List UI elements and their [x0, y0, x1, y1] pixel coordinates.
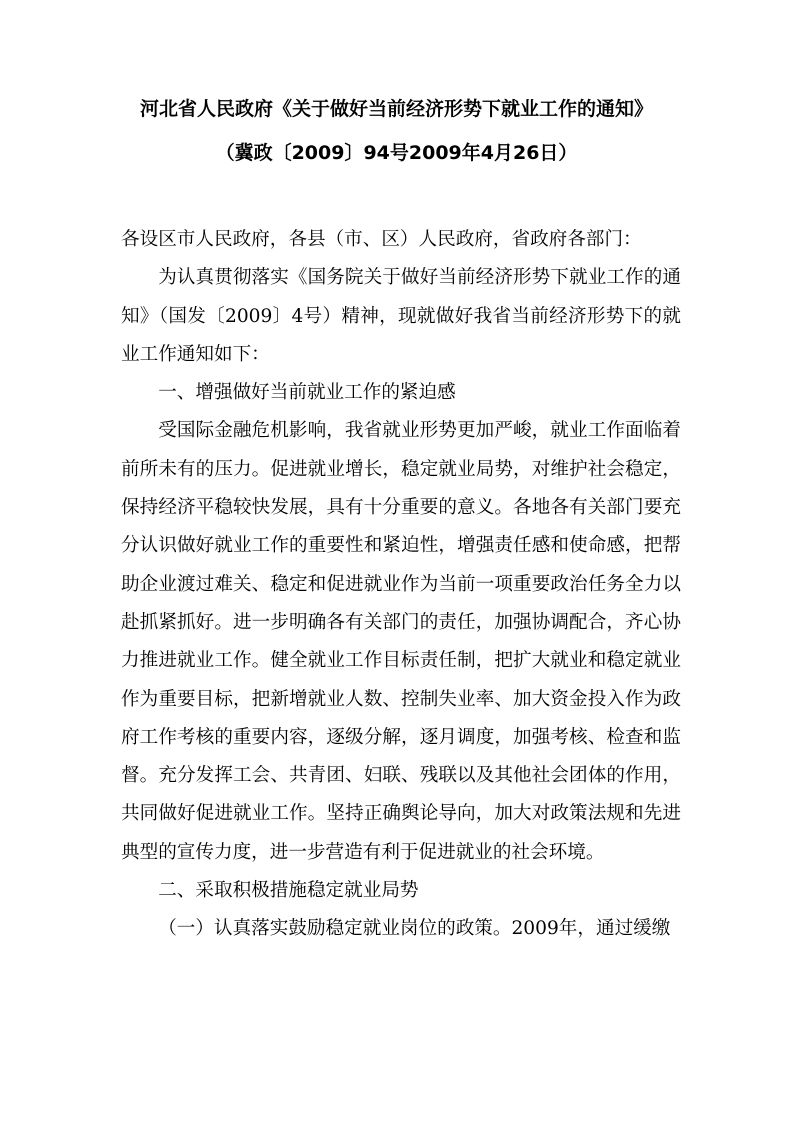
salutation: 各设区市人民政府，各县（市、区）人民政府，省政府各部门： [121, 229, 642, 250]
intro-paragraph: 为认真贯彻落实《国务院关于做好当前经济形势下就业工作的通知》（国发〔2009〕4号）精神，现就做好我省当前经济形势下的就业工作通知如下： [121, 267, 681, 365]
section-1-paragraph: 受国际金融危机影响，我省就业形势更加严峻，就业工作面临着前所未有的压力。促进就业增长，稳定就业局势，对维护社会稳定，保持经济平稳较快发展，具有十分重要的意义。各地各有关部门要充分认识做好就业工作的重要性和紧迫性，增强责任感和使命感，把帮助企业渡过难关、稳定和促进就业作为当前一项重要政治任务全力以赴抓紧抓好。进一步明确各有关部门的责任，加强协调配合，齐心协力推进就业工作。健全就业工作目标责任制，把扩大就业和稳定就业作为重要目标，把新增就业人数、控制失业率、加大资金投入作为政府工作考核的重要内容，逐级分解，逐月调度，加强考核、检查和监督。充分发挥工会、共青团、妇联、残联以及其他社会团体的作用，共同做好促进就业工作。坚持正确舆论导向，加大对政策法规和先进典型的宣传力度，进一步营造有利于促进就业的社会环境。 [121, 420, 681, 863]
document-title: 河北省人民政府《关于做好当前经济形势下就业工作的通知》 [139, 98, 653, 120]
section-2-heading: 二、采取积极措施稳定就业局势 [158, 880, 419, 902]
section-1-heading: 一、增强做好当前就业工作的紧迫感 [158, 382, 456, 404]
document-number: （冀政〔2009〕94号2009年4月26日） [215, 142, 578, 164]
document-body [121, 221, 681, 949]
section-2-item-1: （一）认真落实鼓励稳定就业岗位的政策。2009年，通过缓缴 [158, 918, 671, 940]
